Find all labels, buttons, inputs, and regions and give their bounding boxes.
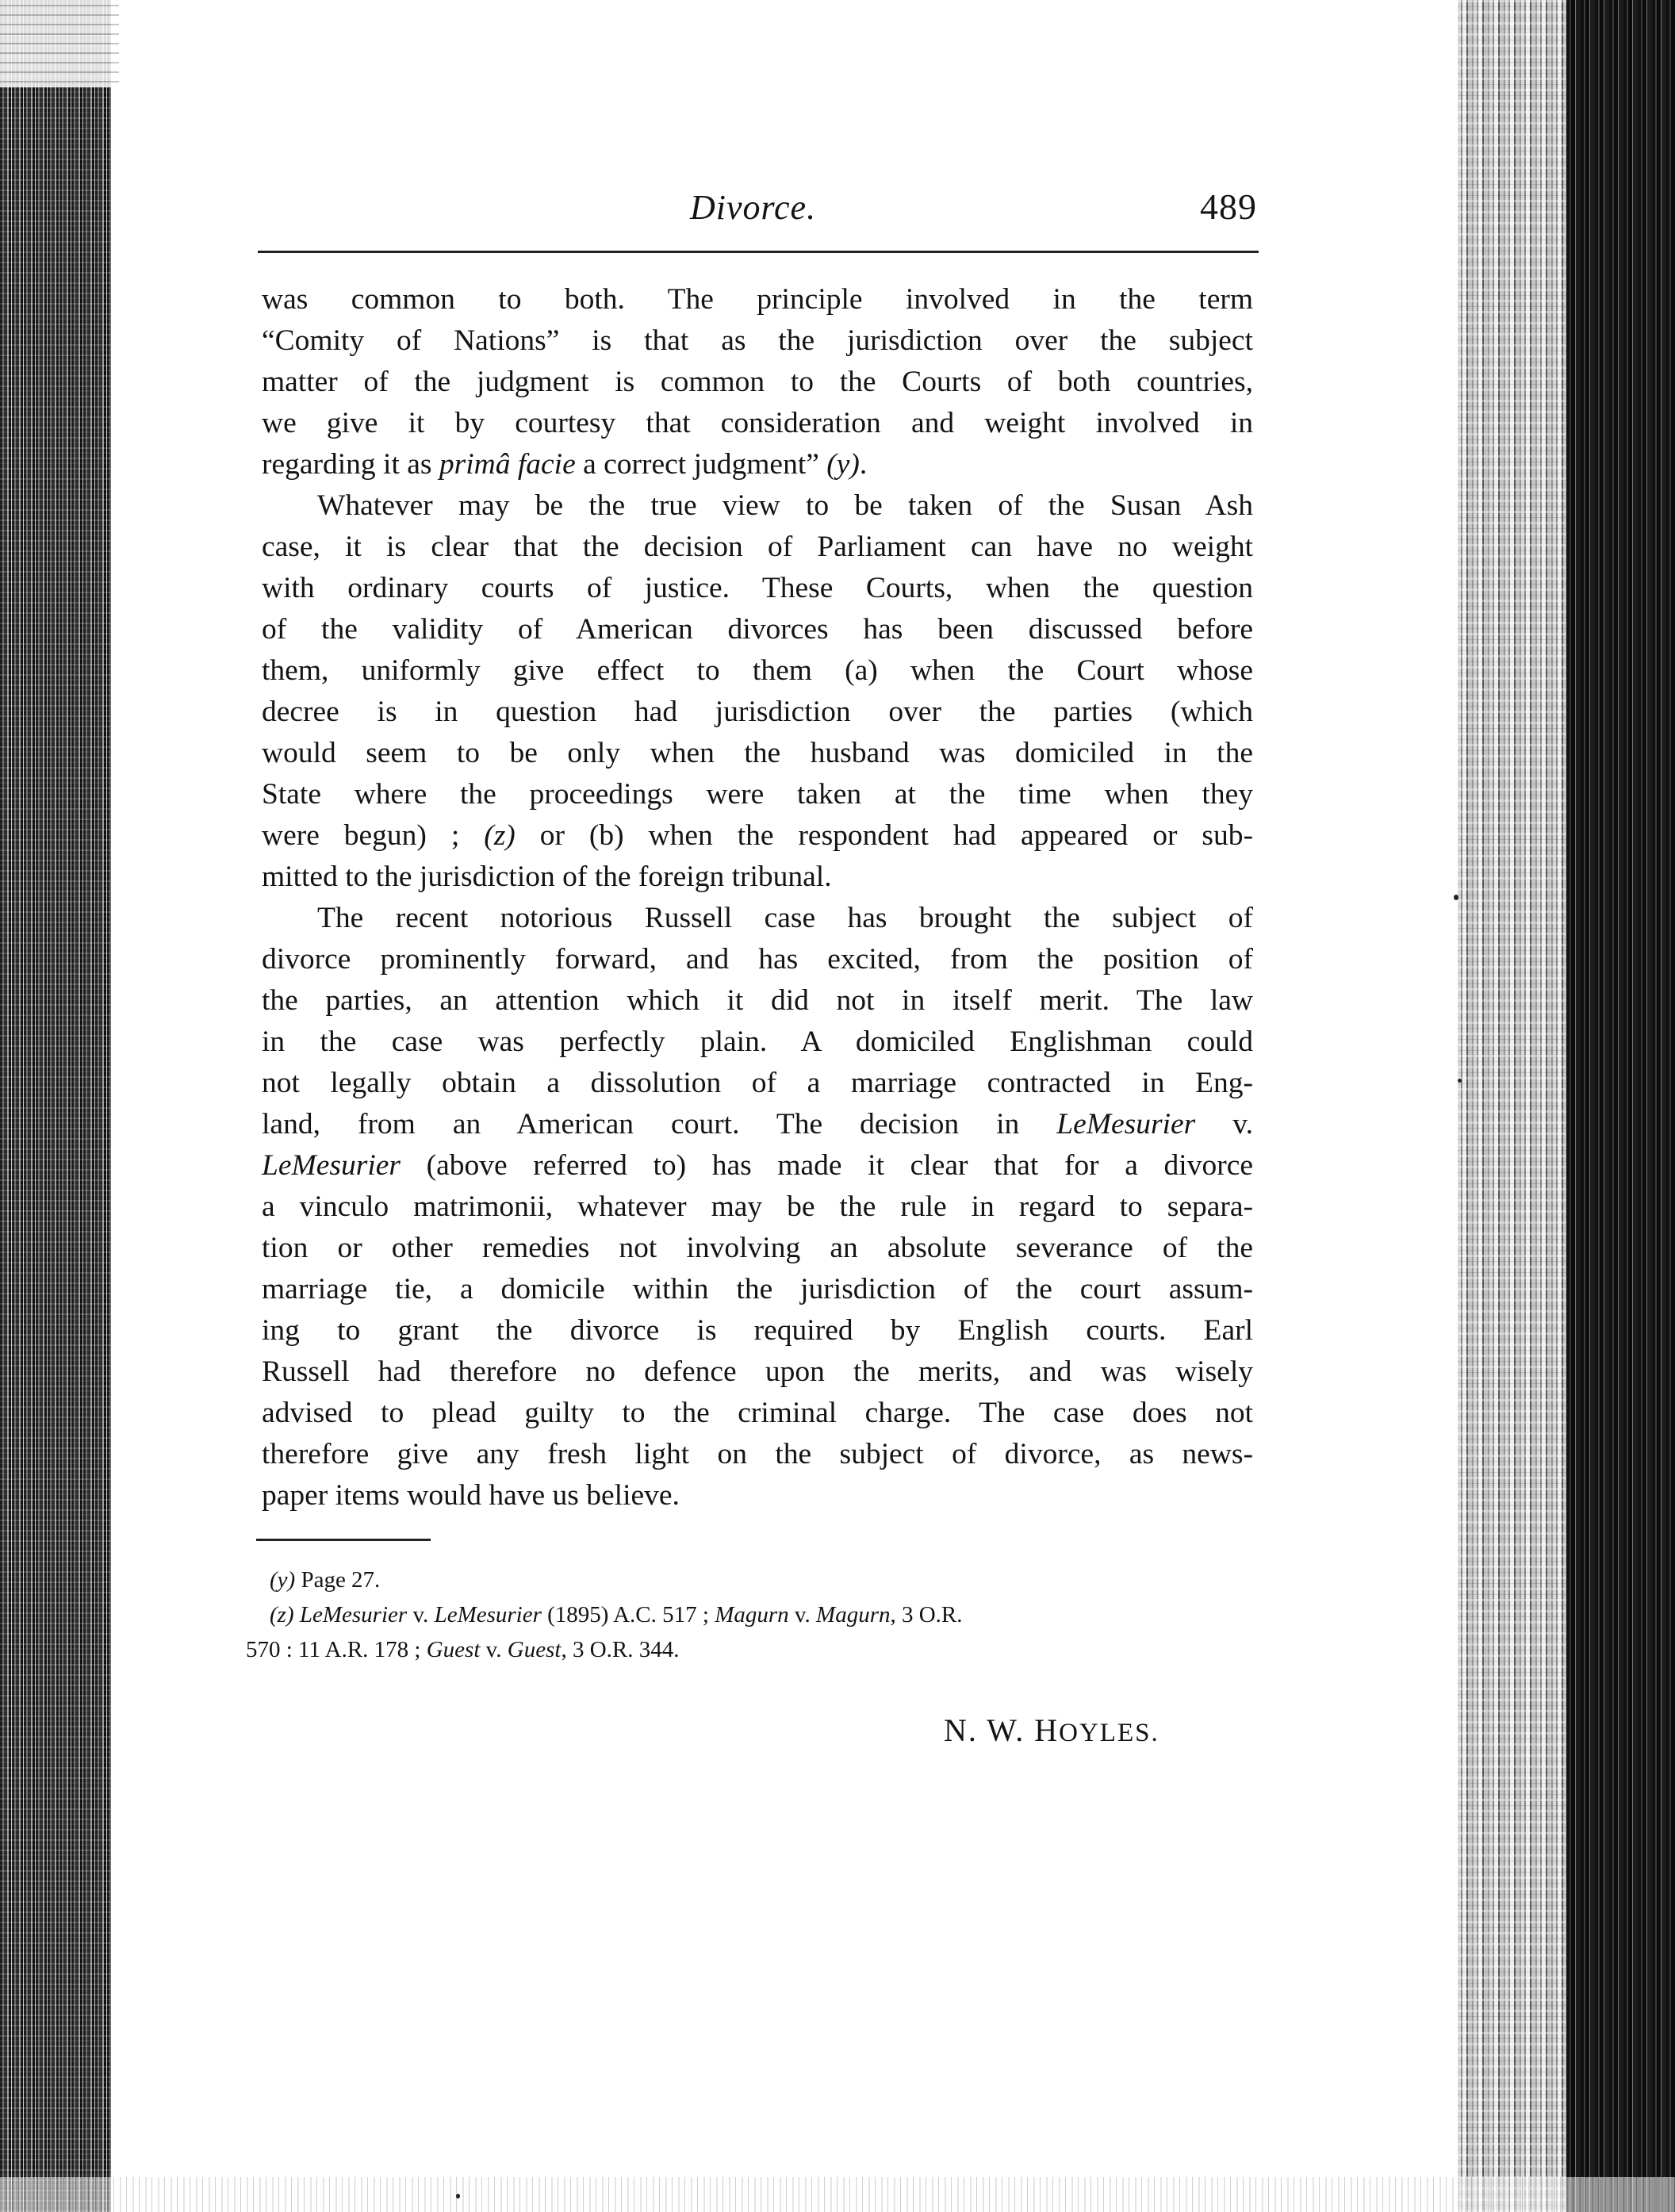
page-number: 489 <box>1200 186 1257 227</box>
body-text <box>262 279 1253 1516</box>
left-binding-edge <box>0 0 111 2212</box>
text-line: decree is in question had jurisdiction over the parties (which <box>262 696 1253 728</box>
text-line: the parties, an attention which it did not in itself merit. The law <box>262 984 1253 1017</box>
scan-speck <box>1454 895 1458 900</box>
footnote-line: (z) LeMesurier v. LeMesurier (1895) A.C. 517 ; Magurn v. Magurn, 3 O.R. <box>270 1602 963 1627</box>
left-edge-scan-noise <box>0 0 119 87</box>
header-rule <box>258 251 1259 253</box>
text-line: regarding it as primâ facie a correct judgment” (y). <box>262 448 868 481</box>
author-signature <box>944 1712 1159 1749</box>
text-line: therefore give any fresh light on the subject of divorce, as news- <box>262 1438 1253 1470</box>
text-line: would seem to be only when the husband was domiciled in the <box>262 737 1253 769</box>
text-line: land, from an American court. The decision in LeMesurier v. <box>262 1108 1253 1141</box>
text-line: advised to plead guilty to the criminal charge. The case does not <box>262 1397 1253 1429</box>
scan-speck <box>1458 1079 1462 1083</box>
text-line: case, it is clear that the decision of Parliament can have no weight <box>262 531 1253 563</box>
footnote-rule <box>256 1539 431 1541</box>
text-line: mitted to the jurisdiction of the foreign tribunal. <box>262 861 832 893</box>
text-line: them, uniformly give effect to them (a) when the Court whose <box>262 654 1253 687</box>
signature-initials: N. W. H <box>944 1712 1060 1748</box>
text-line: in the case was perfectly plain. A domiciled Englishman could <box>262 1025 1253 1058</box>
text-line: LeMesurier (above referred to) has made it clear that for a divorce <box>262 1149 1253 1182</box>
text-line: matter of the judgment is common to the Courts of both countries, <box>262 366 1253 398</box>
running-head: Divorce. <box>690 188 817 227</box>
text-line: State where the proceedings were taken at the time when they <box>262 778 1253 811</box>
text-line: of the validity of American divorces has been discussed before <box>262 613 1253 646</box>
text-line: The recent notorious Russell case has brought the subject of <box>317 902 1253 934</box>
text-line: ing to grant the divorce is required by English courts. Earl <box>262 1314 1253 1347</box>
text-line: divorce prominently forward, and has excited, from the position of <box>262 943 1253 976</box>
footnote-line: 570 : 11 A.R. 178 ; Guest v. Guest, 3 O.R. 344. <box>246 1637 680 1662</box>
bottom-scan-edge <box>0 2177 1675 2212</box>
text-line: was common to both. The principle involved in the term <box>262 283 1253 316</box>
text-line: marriage tie, a domicile within the jurisdiction of the court assum- <box>262 1273 1253 1305</box>
text-line: Russell had therefore no defence upon the merits, and was wisely <box>262 1355 1253 1388</box>
page-header <box>258 182 1257 238</box>
text-line: we give it by courtesy that consideration and weight involved in <box>262 407 1253 439</box>
text-line: a vinculo matrimonii, whatever may be the rule in regard to separa- <box>262 1190 1253 1223</box>
text-line: not legally obtain a dissolution of a marriage contracted in Eng- <box>262 1067 1253 1099</box>
text-line: tion or other remedies not involving an absolute severance of the <box>262 1232 1253 1264</box>
signature-surname: OYLES. <box>1059 1719 1159 1747</box>
text-line: “Comity of Nations” is that as the jurisdiction over the subject <box>262 324 1253 357</box>
text-line: with ordinary courts of justice. These Courts, when the question <box>262 572 1253 604</box>
text-line: Whatever may be the true view to be taken of the Susan Ash <box>317 489 1253 522</box>
footnotes <box>246 1562 1253 1667</box>
text-line: paper items would have us believe. <box>262 1479 680 1512</box>
footnote-line: (y) Page 27. <box>270 1567 381 1593</box>
scan-speck <box>456 2194 460 2199</box>
right-binding-edge <box>1566 0 1675 2212</box>
text-line: were begun) ; (z) or (b) when the respondent had appeared or sub- <box>262 819 1253 852</box>
